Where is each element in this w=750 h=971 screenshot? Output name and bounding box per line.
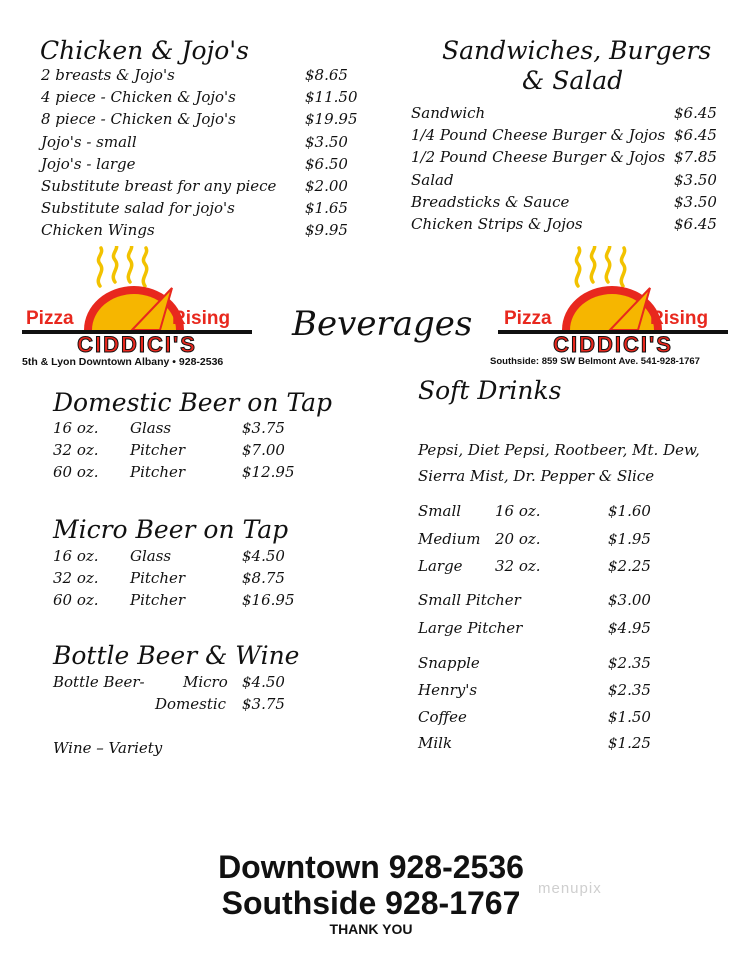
beer-price: $7.00 <box>242 441 285 459</box>
beer-price: $8.75 <box>242 569 285 587</box>
drink-price: $2.35 <box>608 654 651 672</box>
beer-type: Glass <box>130 547 172 565</box>
chicken-section-title: Chicken & Jojo's <box>40 36 249 65</box>
drink-size-name: Large <box>418 557 463 575</box>
item-name: Breadsticks & Sauce <box>411 192 570 211</box>
drink-size-oz: 20 oz. <box>495 529 541 548</box>
beverage-item <box>0 681 750 703</box>
item-name: Chicken Wings <box>41 221 155 240</box>
item-name: 1/4 Pound Cheese Burger & Jojos <box>411 126 666 145</box>
logo-left <box>22 246 252 372</box>
item-name: 1/2 Pound Cheese Burger & Jojos <box>411 148 666 167</box>
soft-drinks-title: Soft Drinks <box>418 376 562 405</box>
item-price: $11.50 <box>305 88 358 107</box>
item-price: $6.45 <box>674 104 717 122</box>
beer-size: 60 oz. <box>53 463 99 481</box>
bottle-micro-label: Micro <box>183 673 228 691</box>
sandwich-menu-item <box>0 148 750 170</box>
micro-beer-title: Micro Beer on Tap <box>53 515 289 544</box>
drink-name: Milk <box>418 734 453 753</box>
logo-right-word-pizza: Pizza <box>504 308 552 329</box>
item-price: $9.95 <box>305 221 348 240</box>
wine-variety: Wine – Variety <box>53 739 163 757</box>
item-name: Sandwich <box>411 104 486 122</box>
logo-left-brand: CIDDICI'S <box>77 332 197 357</box>
drink-size-oz: 32 oz. <box>495 557 541 575</box>
item-price: $3.50 <box>674 192 717 211</box>
item-name: Substitute salad for jojo's <box>41 199 235 218</box>
drink-size-name: Small <box>418 502 462 520</box>
logo-right-address: Southside: 859 SW Belmont Ave. 541-928-1767 <box>490 356 700 367</box>
beverage-item <box>0 734 750 756</box>
sandwich-menu-item <box>0 104 750 129</box>
bottle-beer-label: Bottle Beer- <box>53 673 145 691</box>
item-price: $6.45 <box>674 215 717 233</box>
logo-left-word-pizza: Pizza <box>26 308 74 329</box>
drink-price: $3.00 <box>608 591 651 609</box>
beer-type: Pitcher <box>130 591 186 609</box>
beer-type: Pitcher <box>130 569 186 587</box>
drink-name: Small Pitcher <box>418 591 521 609</box>
beverages-heading: Beverages <box>292 304 473 344</box>
item-name: Jojo's - small <box>41 132 137 151</box>
item-name: 4 piece - Chicken & Jojo's <box>41 88 236 107</box>
beer-size: 32 oz. <box>53 569 99 587</box>
bottle-domestic-label: Domestic <box>155 695 227 713</box>
soft-drink-size-item <box>0 502 750 524</box>
item-price: $3.50 <box>674 170 717 189</box>
beer-price: $12.95 <box>242 463 295 481</box>
menupix-watermark: menupix <box>538 880 602 897</box>
bottle-micro-price: $4.50 <box>242 673 285 691</box>
item-price: $3.50 <box>305 132 348 151</box>
item-price: $6.50 <box>305 154 348 173</box>
soft-drink-size-item <box>0 530 750 552</box>
sandwiches-section-title-line2: & Salad <box>522 66 624 95</box>
chicken-menu-item <box>0 66 750 88</box>
soft-flavors-line2: Sierra Mist, Dr. Pepper & Slice <box>418 467 655 485</box>
item-name: 2 breasts & Jojo's <box>41 66 175 84</box>
soft-drink-pitcher-item <box>0 619 750 641</box>
item-price: $2.00 <box>305 177 348 195</box>
sandwich-menu-item <box>0 192 750 218</box>
logo-right <box>490 246 728 372</box>
sandwiches-section-title-line1: Sandwiches, Burgers <box>442 36 712 65</box>
drink-price: $1.50 <box>608 707 651 726</box>
beer-type: Glass <box>130 419 172 437</box>
drink-size-oz: 16 oz. <box>495 502 541 520</box>
logo-right-brand: CIDDICI'S <box>553 332 673 357</box>
footer-thank-you: THANK YOU <box>329 921 413 937</box>
sandwich-menu-item <box>0 215 750 240</box>
item-price: $7.85 <box>674 148 717 167</box>
beer-size: 32 oz. <box>53 441 99 459</box>
soft-flavors-line1: Pepsi, Diet Pepsi, Rootbeer, Mt. Dew, <box>418 441 700 459</box>
drink-name: Coffee <box>418 707 467 726</box>
drink-price: $2.35 <box>608 680 651 699</box>
drink-name: Snapple <box>418 654 480 672</box>
logo-left-word-rising: Rising <box>172 308 231 329</box>
domestic-beer-title: Domestic Beer on Tap <box>53 388 333 417</box>
beer-price: $3.75 <box>242 419 285 437</box>
logo-left-address: 5th & Lyon Downtown Albany • 928-2536 <box>22 356 224 368</box>
beer-size: 16 oz. <box>53 547 99 565</box>
beer-type: Pitcher <box>130 441 186 459</box>
beer-price: $16.95 <box>242 591 295 609</box>
soft-drink-size-item <box>0 557 750 579</box>
item-name: Chicken Strips & Jojos <box>411 215 583 233</box>
beer-type: Pitcher <box>130 463 186 481</box>
sandwich-menu-item <box>0 126 750 148</box>
drink-price: $1.95 <box>608 529 651 548</box>
item-price: $19.95 <box>305 110 358 129</box>
sandwich-menu-item <box>0 171 750 193</box>
drink-name: Henry's <box>418 680 478 699</box>
logo-right-word-rising: Rising <box>650 308 709 329</box>
drink-price: $1.25 <box>608 734 651 753</box>
footer-downtown-phone: Downtown 928-2536 <box>218 849 524 885</box>
bottle-domestic-price: $3.75 <box>242 695 285 713</box>
beer-price: $4.50 <box>242 547 285 565</box>
domestic-beer-item <box>0 419 750 441</box>
item-name: 8 piece - Chicken & Jojo's <box>41 110 236 129</box>
item-price: $8.65 <box>305 66 348 84</box>
drink-price: $4.95 <box>608 618 651 637</box>
drink-price: $2.25 <box>608 557 651 575</box>
beverage-item <box>0 708 750 730</box>
bottle-beer-title: Bottle Beer & Wine <box>53 641 300 670</box>
item-price: $6.45 <box>674 126 717 145</box>
drink-size-name: Medium <box>418 529 481 548</box>
footer-southside-phone: Southside 928-1767 <box>221 885 521 921</box>
item-name: Jojo's - large <box>41 154 136 173</box>
item-name: Substitute breast for any piece <box>41 177 277 195</box>
beverage-item <box>0 654 750 676</box>
drink-price: $1.60 <box>608 502 651 520</box>
item-name: Salad <box>411 170 454 189</box>
beer-size: 60 oz. <box>53 591 99 609</box>
beer-size: 16 oz. <box>53 419 99 437</box>
drink-name: Large Pitcher <box>418 618 523 637</box>
item-price: $1.65 <box>305 199 348 218</box>
soft-drink-pitcher-item <box>0 591 750 613</box>
